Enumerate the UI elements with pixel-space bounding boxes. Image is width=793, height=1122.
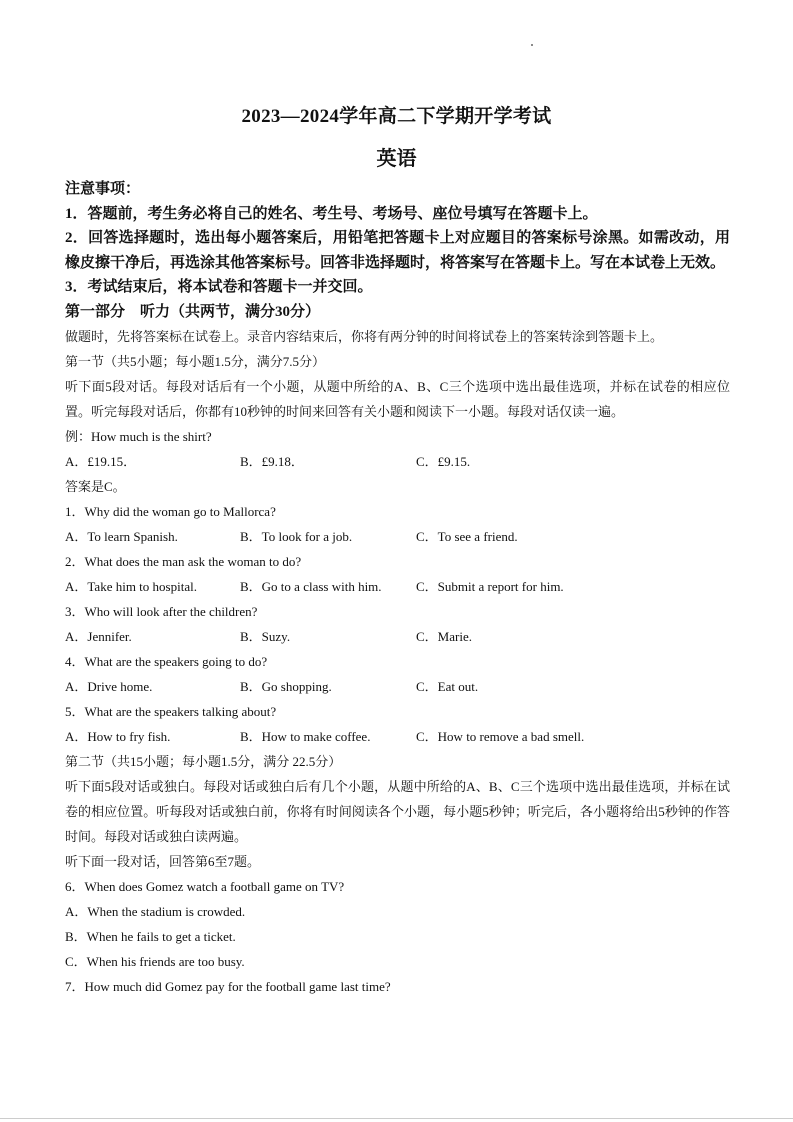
q2-option-b: B．Go to a class with him.	[240, 579, 382, 594]
question-2-options	[65, 574, 730, 599]
example-option-c: C．£9.15.	[416, 454, 471, 469]
question-1-options	[65, 524, 730, 549]
exam-title: 2023—2024学年高二下学期开学考试	[241, 106, 552, 127]
example-answer: 答案是C。	[65, 479, 126, 494]
exam-content	[65, 177, 730, 999]
scan-dot	[531, 44, 533, 46]
example-options	[65, 449, 730, 474]
section1-instruction: 听下面5段对话。每段对话后有一个小题，从题中所给的A、B、C三个选项中选出最佳选项，并标在试卷的相应位置。听完每段对话后，你都有10秒钟的时间来回答有关小题和阅读下一小题。每段对话仅读一遍。	[65, 379, 730, 419]
q3-option-c: C．Marie.	[416, 629, 472, 644]
question-6: 6．When does Gomez watch a football game on TV?	[65, 879, 345, 894]
q5-option-c: C．How to remove a bad smell.	[416, 729, 585, 744]
q1-option-c: C．To see a friend.	[416, 529, 518, 544]
dialogue-intro: 听下面一段对话，回答第6至7题。	[65, 854, 261, 869]
question-5-options	[65, 724, 730, 749]
notice-item-1: 1．答题前，考生务必将自己的姓名、考生号、考场号、座位号填写在答题卡上。	[65, 205, 598, 222]
example-option-a: A．£19.15．	[65, 454, 137, 469]
example-option-b: B．£9.18．	[240, 454, 304, 469]
q4-option-b: B．Go shopping.	[240, 679, 332, 694]
notice-item-3: 3．考试结束后，将本试卷和答题卡一并交回。	[65, 279, 373, 295]
question-3-options	[65, 624, 730, 649]
q6-option-c: C．When his friends are too busy.	[65, 954, 245, 969]
section1-heading: 第一节（共5小题；每小题1.5分，满分7.5分）	[65, 354, 326, 369]
q1-option-a: A．To learn Spanish.	[65, 529, 178, 544]
q5-option-b: B．How to make coffee.	[240, 729, 371, 744]
q2-option-c: C．Submit a report for him.	[416, 579, 564, 594]
section2-instruction: 听下面5段对话或独白。每段对话或独白后有几个小题，从题中所给的A、B、C三个选项中选出最佳选项，并标在试卷的相应位置。听每段对话或独白前，你将有时间阅读各个小题，每小题5秒钟；听完后，各小题将给出5秒钟的作答时间。每段对话或独白读两遍。	[65, 779, 730, 844]
q6-option-b: B．When he fails to get a ticket.	[65, 929, 236, 944]
notice-item-2: 2．回答选择题时，选出每小题答案后，用铅笔把答题卡上对应题目的答案标号涂黑。如需改动，用橡皮擦干净后，再选涂其他答案标号。回答非选择题时，将答案写在答题卡上。写在本试卷上无效。	[65, 230, 730, 271]
question-5: 5．What are the speakers talking about?	[65, 704, 277, 719]
part1-heading: 第一部分 听力（共两节，满分30分）	[65, 303, 321, 320]
q5-option-a: A．How to fry fish.	[65, 729, 171, 744]
question-2: 2．What does the man ask the woman to do?	[65, 554, 302, 569]
question-3: 3．Who will look after the children?	[65, 604, 258, 619]
q1-option-b: B．To look for a job.	[240, 529, 353, 544]
q4-option-a: A．Drive home.	[65, 679, 153, 694]
q4-option-c: C．Eat out.	[416, 679, 479, 694]
question-4-options	[65, 674, 730, 699]
part1-instruction: 做题时，先将答案标在试卷上。录音内容结束后，你将有两分钟的时间将试卷上的答案转涂到答题卡上。	[65, 329, 664, 344]
page-divider	[0, 1118, 793, 1119]
section2-heading: 第二节（共15小题；每小题1.5分，满分 22.5分）	[65, 754, 342, 769]
q3-option-a: A．Jennifer.	[65, 629, 132, 644]
question-7: 7．How much did Gomez pay for the football game last time?	[65, 979, 391, 994]
example-question: 例：How much is the shirt?	[65, 429, 212, 444]
question-1: 1．Why did the woman go to Mallorca?	[65, 504, 276, 519]
question-4: 4．What are the speakers going to do?	[65, 654, 268, 669]
exam-subject: 英语	[376, 148, 417, 170]
q3-option-b: B．Suzy.	[240, 629, 291, 644]
notice-heading: 注意事项：	[65, 181, 141, 197]
q2-option-a: A．Take him to hospital.	[65, 579, 197, 594]
q6-option-a: A．When the stadium is crowded.	[65, 904, 246, 919]
